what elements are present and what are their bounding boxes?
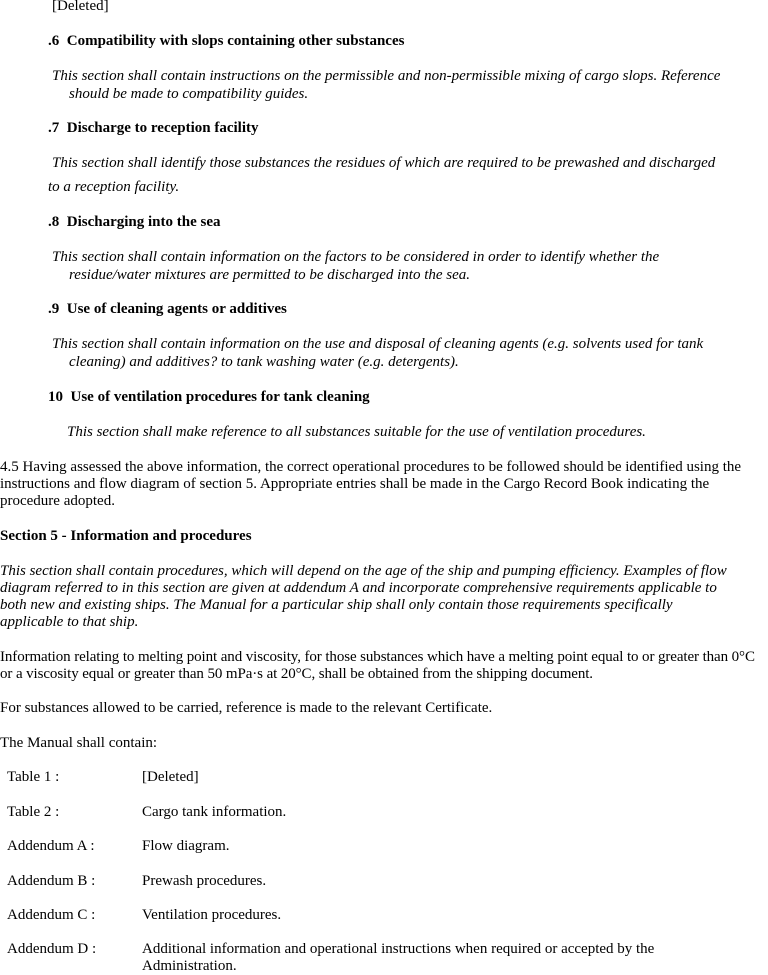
section-10-heading	[48, 389, 370, 406]
contents-label: Addendum A :	[7, 838, 95, 854]
contents-value: Cargo tank information.	[142, 804, 287, 820]
section-5-heading: Section 5 - Information and procedures	[0, 528, 252, 544]
deleted-fragment: [Deleted]	[52, 0, 109, 14]
contents-value: Additional information and operational instructions when required or accepted by the Administration.	[142, 941, 655, 974]
section-title: Discharging into the sea	[66, 214, 221, 230]
contents-value: [Deleted]	[142, 769, 199, 785]
section-6-heading	[48, 33, 404, 50]
certificate-paragraph: For substances allowed to be carried, reference is made to the relevant Certificate.	[0, 700, 493, 716]
contents-value: Flow diagram.	[142, 838, 230, 854]
paragraph-4-5: 4.5 Having assessed the above information, the correct operational procedures to be followed should be identified using the instructions and flow diagram of section 5. Appropriate entries shall be made in the Cargo Record Book indicating the procedure adopted.	[0, 459, 742, 509]
contents-label: Table 1 :	[7, 769, 60, 785]
section-8-heading	[48, 214, 221, 231]
manual-contains-paragraph: The Manual shall contain:	[0, 735, 158, 751]
contents-label: Addendum D :	[7, 941, 97, 957]
melting-point-paragraph: Information relating to melting point and viscosity, for those substances which have a melting point equal to or greater than 0°C or a viscosity equal or greater than 50 mPa·s at 20°C, shall be obtained from the shipping document.	[0, 649, 755, 682]
contents-label: Table 2 :	[7, 804, 60, 820]
section-number: .6	[48, 33, 60, 49]
section-9-body-line1: This section shall contain information on the use and disposal of cleaning agents (e.g. solvents used for tank	[52, 336, 704, 352]
section-10-body: This section shall make reference to all substances suitable for the use of ventilation procedures.	[67, 424, 646, 440]
contents-label: Addendum C :	[7, 907, 96, 923]
section-6-body-line2: should be made to compatibility guides.	[69, 86, 309, 102]
section-9-body-line2: cleaning) and additives? to tank washing water (e.g. detergents).	[69, 354, 459, 370]
section-title: Use of ventilation procedures for tank cleaning	[70, 389, 370, 405]
section-title: Use of cleaning agents or additives	[66, 301, 287, 317]
section-number: .9	[48, 301, 60, 317]
section-7-body-line1: This section shall identify those substances the residues of which are required to be prewashed and discharged	[52, 155, 716, 171]
contents-value: Prewash procedures.	[142, 873, 267, 889]
section-7-heading	[48, 120, 259, 137]
section-8-body-line2: residue/water mixtures are permitted to be discharged into the sea.	[69, 267, 471, 283]
section-number: .7	[48, 120, 60, 136]
section-5-intro: This section shall contain procedures, which will depend on the age of the ship and pumping efficiency. Examples of flow diagram referred to in this section are given at addendum A and incorporate comprehensive requirements applicable to both new and existing ships. The Manual for a particular ship shall only contain those requirements specifically applicable to that ship.	[0, 563, 727, 630]
section-number: .8	[48, 214, 60, 230]
section-6-body-line1: This section shall contain instructions on the permissible and non-permissible mixing of cargo slops. Reference	[52, 68, 721, 84]
section-number: 10	[48, 389, 63, 405]
section-9-heading	[48, 301, 287, 318]
contents-label: Addendum B :	[7, 873, 96, 889]
section-8-body-line1: This section shall contain information on the factors to be considered in order to identify whether the	[52, 249, 660, 265]
section-7-body-line2: to a reception facility.	[48, 179, 180, 195]
section-title: Discharge to reception facility	[66, 120, 259, 136]
section-title: Compatibility with slops containing other substances	[66, 33, 405, 49]
contents-value: Ventilation procedures.	[142, 907, 282, 923]
